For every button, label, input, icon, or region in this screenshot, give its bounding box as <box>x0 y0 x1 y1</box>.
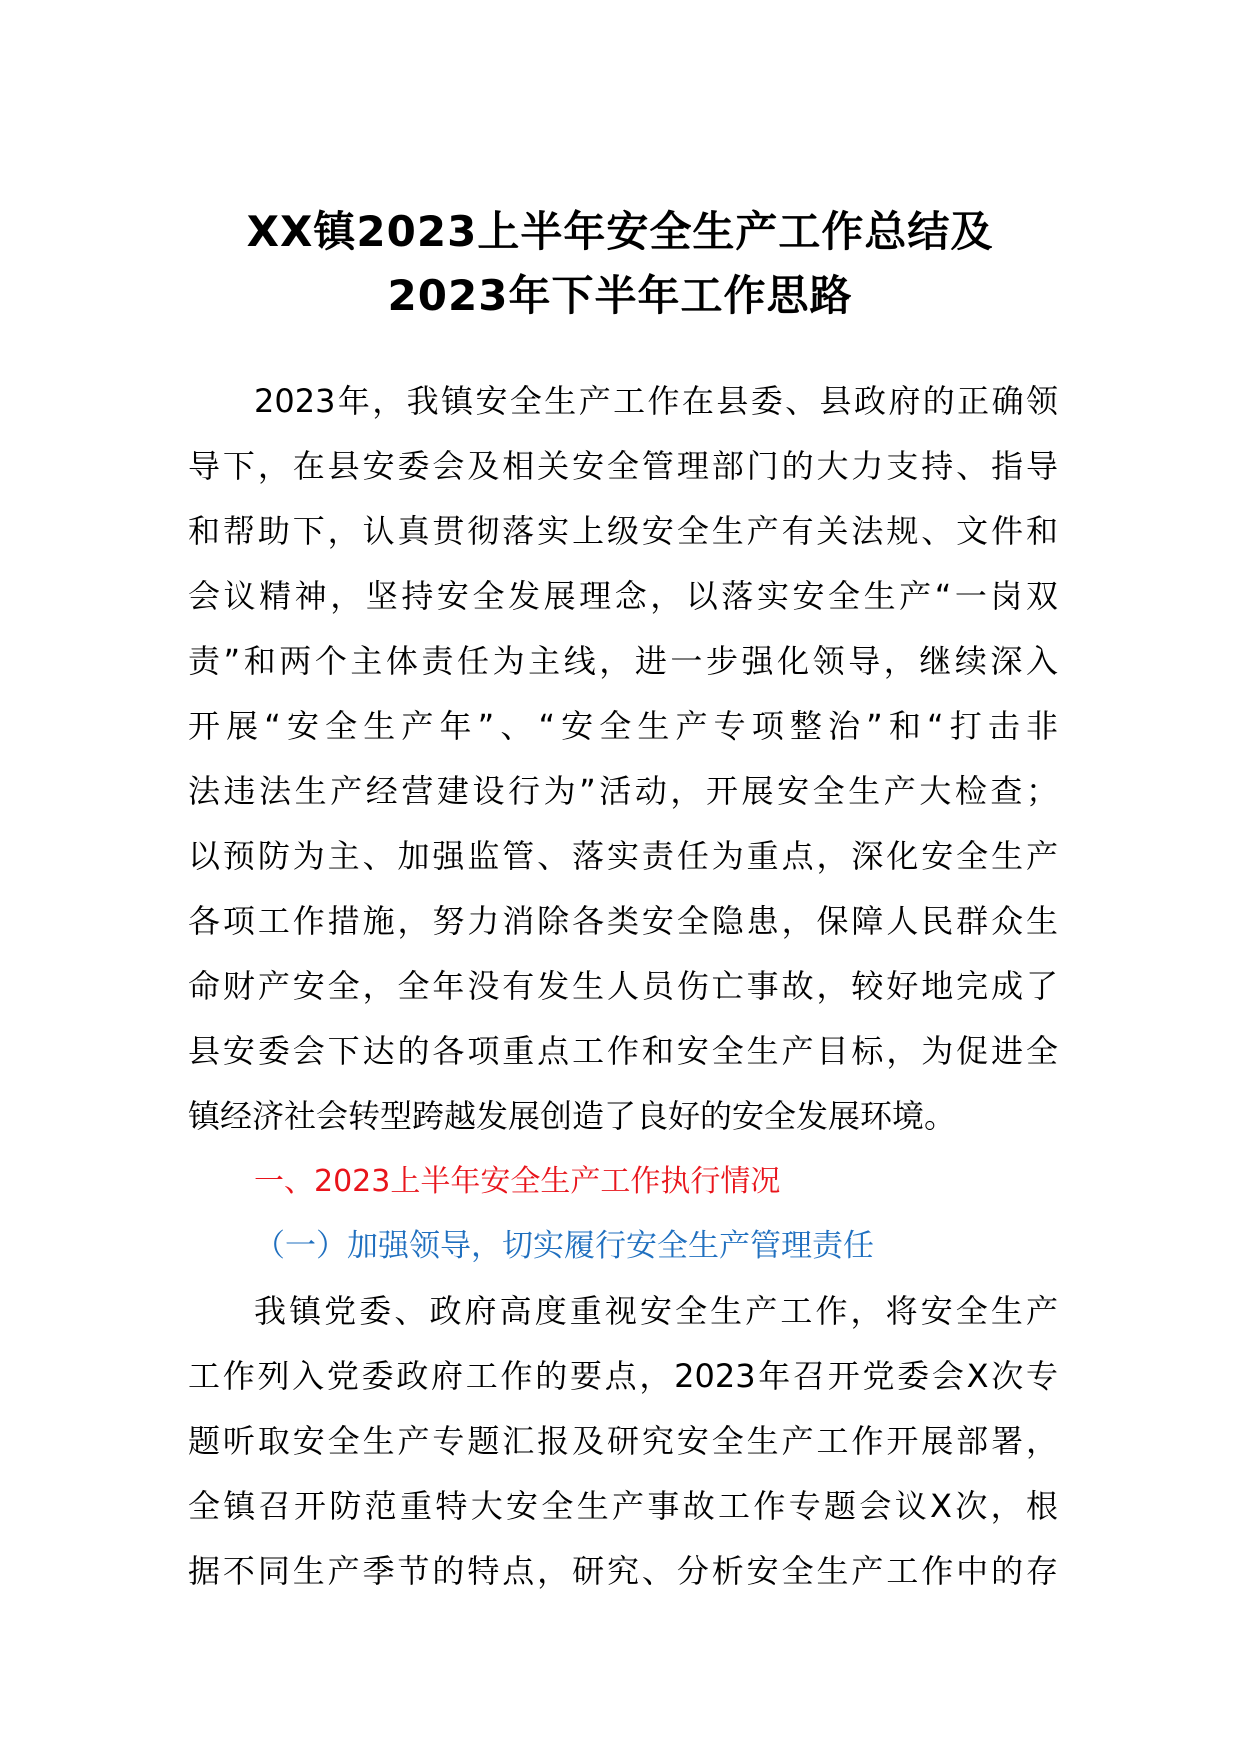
intro-paragraph <box>188 369 1058 1149</box>
document-body <box>188 369 1058 1604</box>
intro-line: 开展“安全生产年”、“安全生产专项整治”和“打击非 <box>188 707 1058 745</box>
intro-line: 镇经济社会转型跨越发展创造了良好的安全发展环境。 <box>188 1097 957 1135</box>
section-paragraph <box>188 1279 1058 1604</box>
document-title <box>150 200 1090 328</box>
section-heading: 一、2023上半年安全生产工作执行情况 <box>254 1164 781 1199</box>
intro-line: 会议精神，坚持安全发展理念，以落实安全生产“一岗双 <box>188 577 1058 615</box>
section-line: 我镇党委、政府高度重视安全生产工作，将安全生产 <box>254 1292 1058 1330</box>
section-line: 题听取安全生产专题汇报及研究安全生产工作开展部署， <box>188 1422 1058 1460</box>
section-line: 全镇召开防范重特大安全生产事故工作专题会议X次，根 <box>188 1487 1058 1525</box>
intro-line: 各项工作措施，努力消除各类安全隐患，保障人民群众生 <box>188 902 1058 940</box>
intro-line: 命财产安全，全年没有发生人员伤亡事故，较好地完成了 <box>188 967 1058 1005</box>
intro-line: 县安委会下达的各项重点工作和安全生产目标，为促进全 <box>188 1032 1058 1070</box>
intro-line: 和帮助下，认真贯彻落实上级安全生产有关法规、文件和 <box>188 512 1058 550</box>
section-line: 据不同生产季节的特点，研究、分析安全生产工作中的存 <box>188 1552 1058 1590</box>
title-line-1: XX镇2023上半年安全生产工作总结及 <box>246 207 994 256</box>
section-line: 工作列入党委政府工作的要点，2023年召开党委会X次专 <box>188 1357 1058 1395</box>
intro-line: 2023年，我镇安全生产工作在县委、县政府的正确领 <box>254 382 1058 420</box>
subsection-heading: （一）加强领导，切实履行安全生产管理责任 <box>254 1228 874 1264</box>
intro-line: 以预防为主、加强监管、落实责任为重点，深化安全生产 <box>188 837 1058 875</box>
intro-line: 法违法生产经营建设行为”活动，开展安全生产大检查； <box>188 772 1058 810</box>
intro-line: 导下，在县安委会及相关安全管理部门的大力支持、指导 <box>188 447 1058 485</box>
intro-line: 责”和两个主体责任为主线，进一步强化领导，继续深入 <box>188 642 1058 680</box>
title-line-2: 2023年下半年工作思路 <box>387 271 853 320</box>
